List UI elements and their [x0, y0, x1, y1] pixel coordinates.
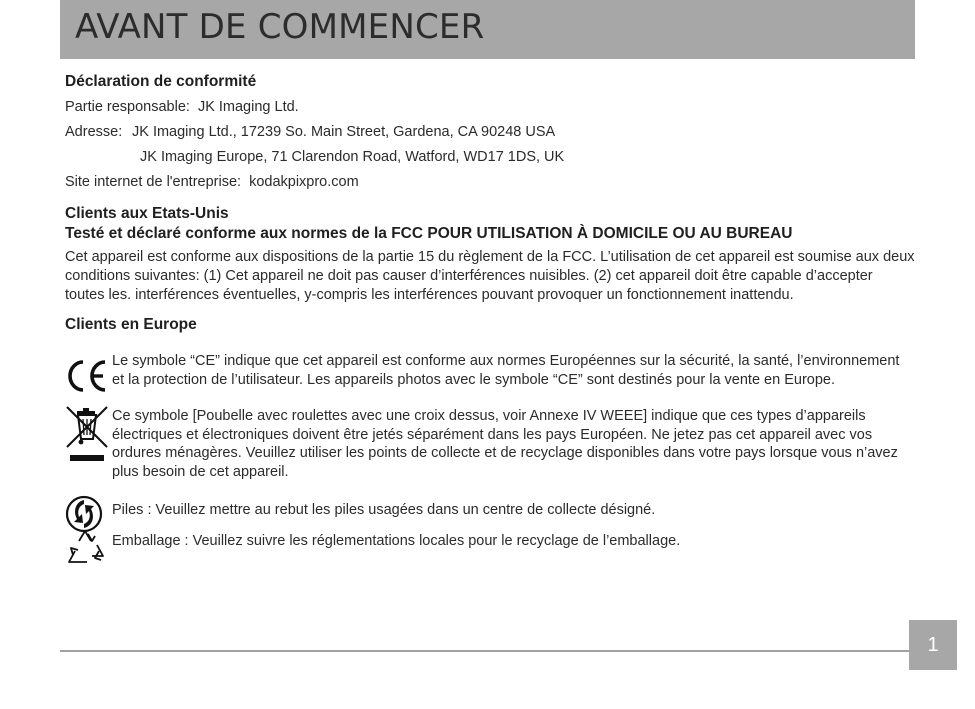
fcc-heading: Testé et déclaré conforme aux normes de la FCC POUR UTILISATION À DOMICILE OU AU BUREAU	[65, 225, 793, 242]
address-line-2: JK Imaging Europe, 71 Clarendon Road, Watford, WD17 1DS, UK	[140, 149, 565, 165]
header-bar	[60, 0, 915, 59]
weee-row	[65, 407, 915, 481]
page-number: 1	[909, 620, 957, 670]
ce-text: Le symbole “CE” indique que cet appareil est conforme aux normes Européennes sur la sécurité, la santé, l’environnement et la protection de l’utilisateur. Les appareils photos avec le symbole “CE” sont destinés pour la vente en Europe.	[112, 353, 900, 388]
packaging-text: Emballage : Veuillez suivre les réglementations locales pour le recyclage de l’emballage.	[112, 532, 681, 549]
address-line	[65, 122, 915, 142]
us-customers-heading: Clients aux Etats-Unis	[65, 205, 229, 222]
page-title: AVANT DE COMMENCER	[75, 7, 485, 47]
bottom-divider	[60, 650, 910, 652]
address-label: Adresse:	[65, 124, 123, 140]
weee-text: Ce symbole [Poubelle avec roulettes avec une croix dessus, voir Annexe IV WEEE] indique que ces types d’appareils électriques et électroniques doivent être jetés séparément dans les pays Européen. Ne jetez pas cet appareil avec vos ordures ménagères. Veuillez utiliser les points de collecte et de recyclage disponibles dans votre pays lorsque vous n’avez plus besoin de cet appareil.	[112, 408, 898, 480]
declaration-heading: Déclaration de conformité	[65, 73, 257, 90]
website-label: Site internet de l'entreprise:	[65, 174, 242, 190]
ce-row	[65, 352, 915, 389]
responsible-party-label: Partie responsable:	[65, 99, 190, 115]
responsible-party-line	[65, 97, 915, 117]
fcc-paragraph: Cet appareil est conforme aux dispositions de la partie 15 du règlement de la FCC. L’utilisation de cet appareil est soumise aux deux conditions suivantes: (1) Cet appareil ne doit pas causer d’interférences nuisibles. (2) cet appareil doit être capable d’accepter toutes les. interférences éventuelles, y-compris les interférences pouvant provoquer un fonctionnement inattendu.	[65, 249, 915, 303]
website-line	[65, 172, 915, 192]
website-value: kodakpixpro.com	[249, 174, 359, 190]
europe-customers-heading: Clients en Europe	[65, 316, 197, 333]
batteries-row	[65, 501, 915, 520]
address-line-1: JK Imaging Ltd., 17239 So. Main Street, Gardena, CA 90248 USA	[132, 124, 556, 140]
page-content	[65, 72, 915, 550]
batteries-text: Piles : Veuillez mettre au rebut les piles usagées dans un centre de collecte désigné.	[112, 502, 656, 518]
packaging-row	[65, 532, 915, 551]
responsible-party-value: JK Imaging Ltd.	[197, 99, 299, 115]
